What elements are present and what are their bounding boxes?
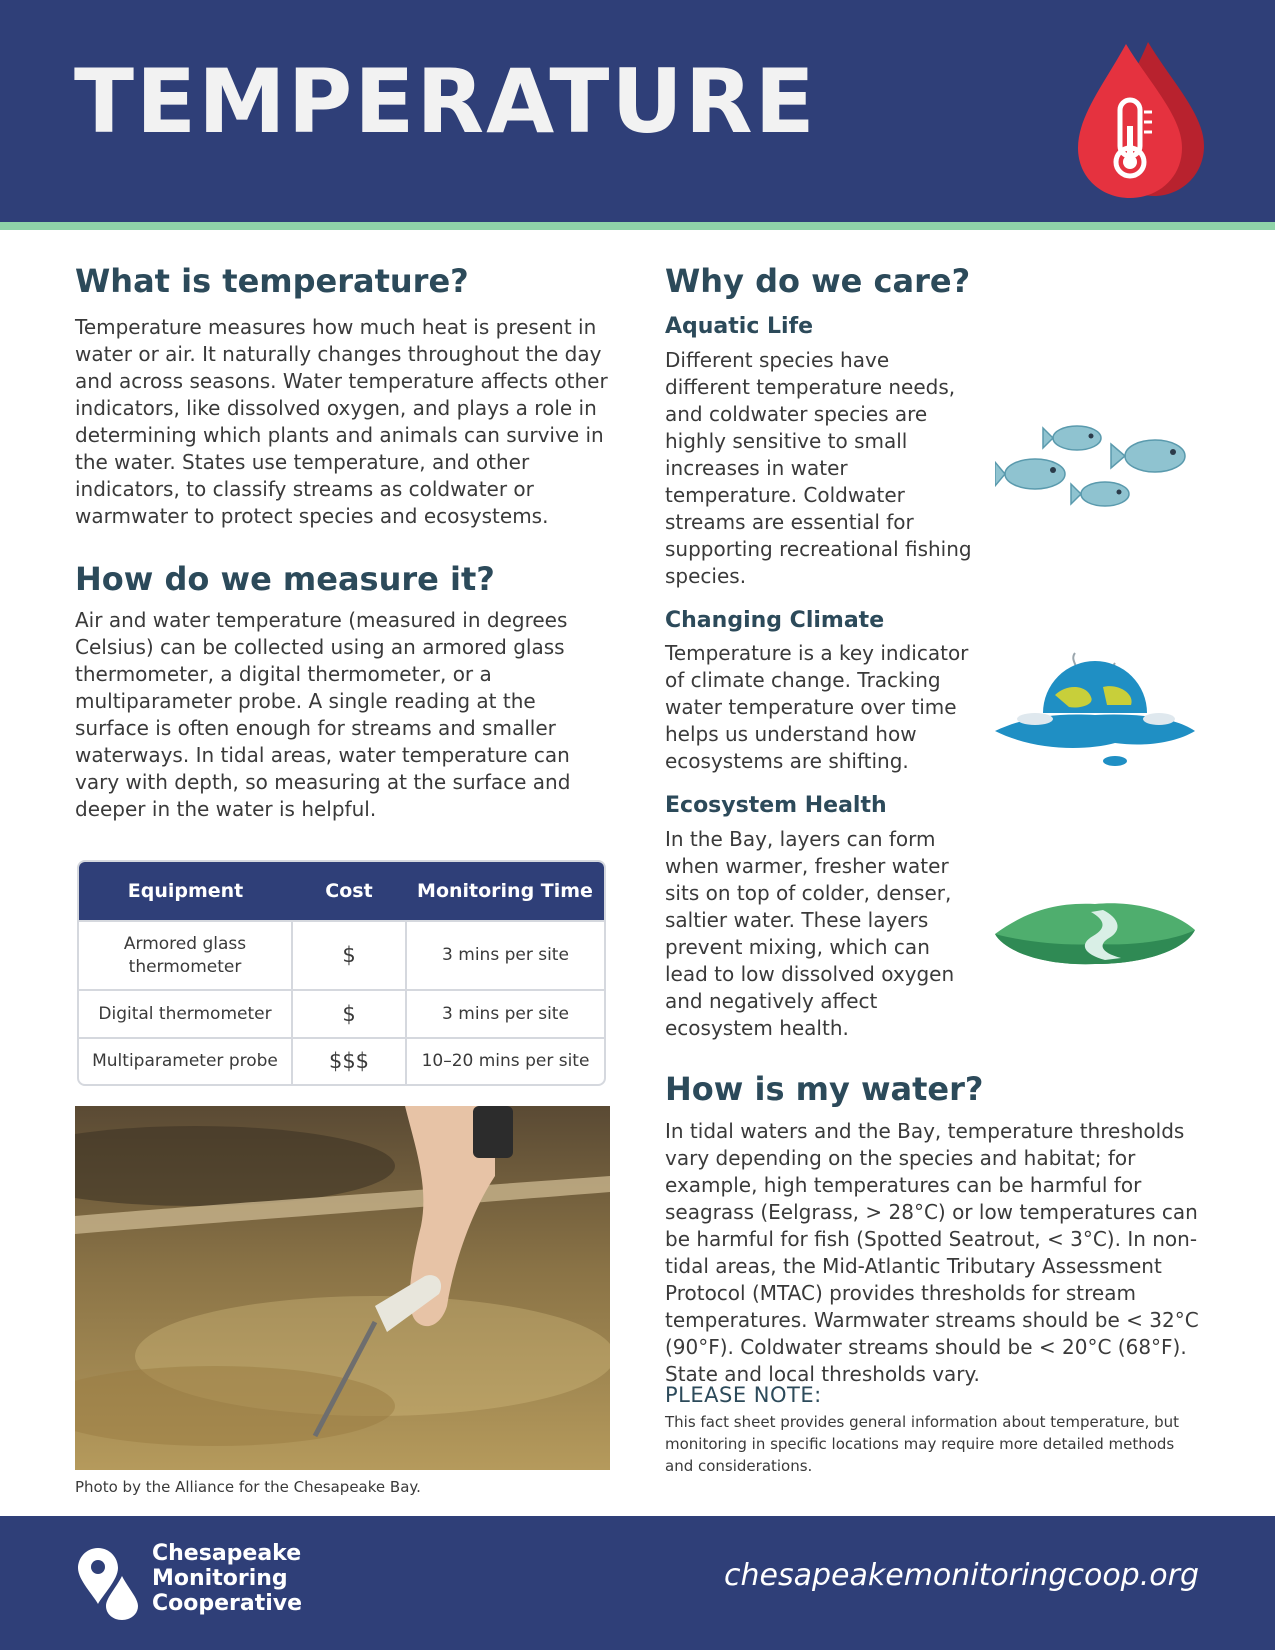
note-body: This fact sheet provides general information about temperature, but monitoring in specific locations may require more detailed methods and considerations. bbox=[665, 1413, 1180, 1475]
ecosystem-heading: Ecosystem Health bbox=[665, 793, 887, 819]
left-column bbox=[75, 262, 615, 823]
photo-caption: Photo by the Alliance for the Chesapeake Bay. bbox=[75, 1478, 421, 1496]
aquatic-body: Different species have different temperature needs, and coldwater species are highly sensitive to small increases in water temperature. Coldwater streams are essential for supporting recreational fishing species. bbox=[665, 347, 972, 588]
table-cell: 10–20 mins per site bbox=[406, 1038, 604, 1084]
footer-org-line: Monitoring bbox=[152, 1566, 288, 1591]
landscape-river-icon bbox=[995, 894, 1195, 974]
water-body: In tidal waters and the Bay, temperature thresholds vary depending on the species and habitat; for example, high temperatures can be harmful for seagrass (Eelgrass, > 28°C) or low temperatures can be harmful for fish (Spotted Seatrout, < 3°C). In non-tidal areas, the Mid-Atlantic Tributary Assessment Protocol (MTAC) provides thresholds for stream temperatures. Warmwater streams should be < 32°C (90°F). Coldwater streams should be < 20°C (68°F). State and local thresholds vary. bbox=[665, 1118, 1199, 1386]
thermometer-drop-icon bbox=[1062, 38, 1212, 198]
ecosystem-body: In the Bay, layers can form when warmer, fresher water sits on top of colder, denser, saltier water. These layers prevent mixing, which can lead to low dissolved oxygen and negatively affect ecosystem health. bbox=[665, 826, 955, 1040]
climate-heading: Changing Climate bbox=[665, 607, 885, 633]
page-title: TEMPERATURE bbox=[74, 50, 817, 153]
table-cell: $ bbox=[292, 990, 406, 1038]
measure-heading: How do we measure it? bbox=[75, 560, 495, 599]
table-cell: $$$ bbox=[292, 1038, 406, 1084]
footer-org-name bbox=[152, 1541, 302, 1616]
water-heading: How is my water? bbox=[665, 1069, 984, 1108]
footer-org-line: Chesapeake bbox=[152, 1541, 302, 1566]
fish-school-icon bbox=[995, 418, 1195, 518]
column-header: Equipment bbox=[79, 862, 292, 921]
climate-body: Temperature is a key indicator of climate change. Tracking water temperature over time helps us understand how ecosystems are shifting. bbox=[665, 641, 969, 774]
table-row bbox=[79, 990, 604, 1038]
table-cell: 3 mins per site bbox=[406, 921, 604, 990]
table-row bbox=[79, 921, 604, 990]
equipment-table bbox=[77, 860, 606, 1086]
table-cell: 3 mins per site bbox=[406, 990, 604, 1038]
column-header: Monitoring Time bbox=[406, 862, 604, 921]
stream-probe-photo bbox=[75, 1106, 610, 1470]
cmc-logo-icon bbox=[76, 1546, 140, 1620]
table-header-row bbox=[79, 862, 604, 921]
column-header: Cost bbox=[292, 862, 406, 921]
footer-url-link[interactable]: chesapeakemonitoringcoop.org bbox=[724, 1558, 1199, 1593]
melting-earth-icon bbox=[995, 643, 1195, 773]
what-heading: What is temperature? bbox=[75, 262, 469, 300]
table-cell: Digital thermometer bbox=[79, 990, 292, 1038]
aquatic-heading: Aquatic Life bbox=[665, 314, 814, 340]
why-heading: Why do we care? bbox=[665, 262, 971, 300]
table-cell: $ bbox=[292, 921, 406, 990]
measure-body: Air and water temperature (measured in degrees Celsius) can be collected using an armored glass thermometer, a digital thermometer, or a multiparameter probe. A single reading at the surface is often enough for streams and smaller waterways. In tidal areas, water temperature can vary with depth, so measuring at the surface and deeper in the water is helpful. bbox=[75, 607, 571, 821]
table-cell: Armored glass thermometer bbox=[79, 921, 292, 990]
table-row bbox=[79, 1038, 604, 1084]
footer-org-line: Cooperative bbox=[152, 1591, 303, 1616]
table-cell: Multiparameter probe bbox=[79, 1038, 292, 1084]
right-column bbox=[665, 262, 1205, 1388]
header-stripe bbox=[0, 222, 1275, 230]
what-body: Temperature measures how much heat is present in water or air. It naturally changes throughout the day and across seasons. Water temperature affects other indicators, like dissolved oxygen, and plays a role in determining which plants and animals can survive in the water. States use temperature, and other indicators, to classify streams as coldwater or warmwater to protect species and ecosystems. bbox=[75, 315, 608, 529]
note-heading: PLEASE NOTE: bbox=[665, 1383, 822, 1407]
